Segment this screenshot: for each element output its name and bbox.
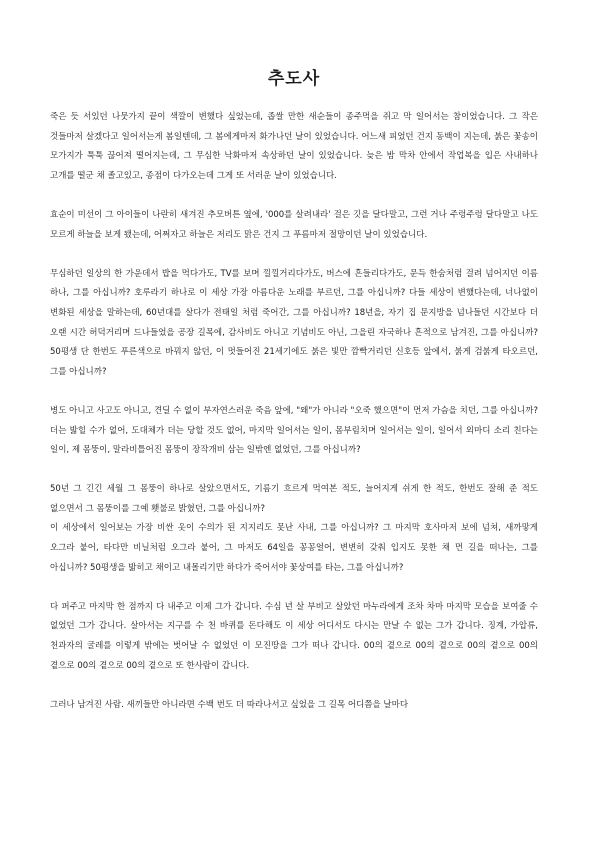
paragraph-6: 이 세상에서 일어보는 가장 비싼 옷이 수의가 된 지지리도 못난 사내, 그를 아십니까? 그 마지막 호사마저 보에 넘쳐, 새까맣게 오그라 붙어, 타다만 비닐처럼 오그라 붙어, 그 마저도 64일을 꽁꽁얼어, 변변히 갖춰 입지도 못한 채 먼 길을 떠나는, 그를 아십니까? 50평생을 밟히고 채이고 내몰리기만 하다가 죽어서야 꽃상여를 타는, 그를 아십니까? — [50, 523, 538, 573]
paragraph-1: 죽은 듯 서있던 나뭇가지 끝이 색깔이 변했다 싶었는데, 좁쌀 만한 새순들이 종주먹을 쥐고 막 일어서는 참이었습니다. 그 작은 것들마저 살겠다고 일어서는게 봄일텐데, 그 봄에게마저 화가나던 날이 있었습니다. 어느새 피었던 건지 동백이 지는데, 붉은 꽃송이 모가지가 툭툭 끊어져 떨어지는데, 그 무심한 낙화마저 속상하던 날이 있었습니다. 늦은 밤 막차 안에서 작업복을 입은 사내하나 고개를 떨군 채 졸고있고, 종점이 다가오는데 그게 또 서러운 날이 있었습니다. — [50, 112, 538, 181]
paragraph-4: 병도 아니고 사고도 아니고, 견딜 수 없이 부자연스러운 죽음 앞에, "왜"가 아니라 "오죽 했으면"이 먼저 가슴을 치던, 그를 아십니까? 더는 밟힐 수가 없어, 도대체가 더는 당할 것도 없어, 마지막 일어서는 일이, 몸부림치며 일어서는 일이, 일어서 외마디 소리 친다는 일이, 제 몸뚱이, 말라비틀어진 몸뚱이 장작개비 삼는 일밖엔 없었던, 그를 아십니까? — [50, 405, 538, 456]
paragraph-5: 50년 그 긴긴 세월 그 몸뚱이 하나로 살았으면서도, 기름기 흐르게 먹여본 적도, 늘어지게 쉬게 한 적도, 한번도 잘해 준 적도 없으면서 그 몸뚱이를 그예 횃불로 밝혔던, 그를 아십니까? — [50, 484, 538, 514]
paragraph-7: 다 퍼주고 마지막 한 점까지 다 내주고 이제 그가 갑니다. 수심 년 살 부비고 살았던 마누라에게 조차 차마 마지막 모습을 보여줄 수 없었던 그가 갑니다. 살아서는 지구를 수 천 바퀴를 돈다해도 이 세상 어디서도 다시는 만날 수 없는 그가 갑니다. 징계, 가압류, 천과자의 굴레를 이렇게 밖에는 벗어날 수 없었던 이 모진땅을 그가 떠나 갑니다. 00의 곁으로 00의 곁으로 00의 곁으로 00의 곁으로 00의 곁으로 00의 곁으로 또 한사람이 갑니다. — [50, 601, 538, 671]
paragraph-8: 그러나 남겨진 사람. 새끼들만 아니라면 수백 번도 더 따라나서고 싶었을 그 길목 어디쯤을 날마다 — [50, 699, 409, 710]
paragraph-2: 효순이 미선이 그 아이들이 나란히 새겨진 추모버튼 옆에, '000를 살려내라' 걸은 깃을 달다말고, 그런 거나 주렁주렁 달다말고 나도 모르게 하늘을 보게 됐는데, 어쩌자고 하늘은 저리도 맑은 건지 그 푸름마저 절망이던 날이 있었습니다. — [50, 209, 538, 240]
document-title: 추도사 — [267, 69, 321, 89]
paragraph-3: 무심하던 일상의 한 가운데서 밥을 먹다가도, TV를 보며 낄낄거리다가도, 버스에 흔들리다가도, 문득 한숨처럼 걸려 넘어지던 이름 하나, 그를 아십니까? 호루라기 하나로 이 세상 가장 아름다운 노래를 부르던, 그를 아십니까? 다들 세상이 변했다는데, 너나없이 변화된 세상을 말하는데, 60년대를 살다가 전태일 처럼 죽어간, 그를 아십니까? 18년을, 자기 집 문지방을 넘나들던 시간보다 더 오랜 시간 허덕거리며 드나들었을 공장 길목에, 감사비도 아니고 기념비도 아닌, 그을린 자국하나 흔적으로 남겨진, 그를 아십니까? 50평생 단 한번도 푸른색으로 바꿔지 않던, 이 멋들어진 21세기에도 붉은 빛만 깜빡거리던 신호등 앞에서, 붉게 검붉게 타오르던, 그를 아십니까? — [50, 268, 538, 377]
